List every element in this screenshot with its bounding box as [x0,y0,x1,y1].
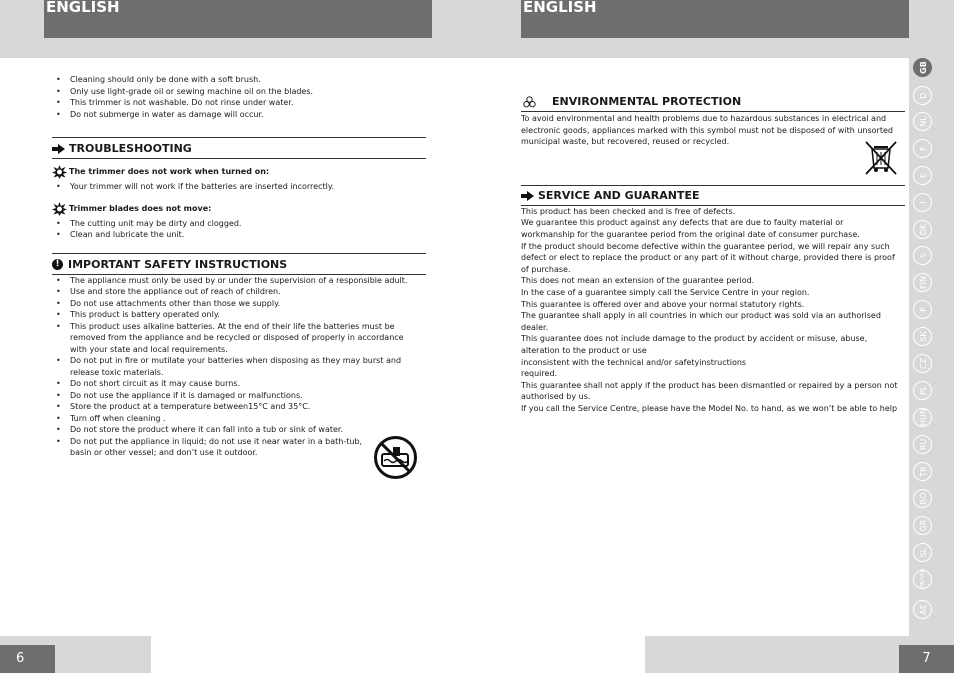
issue-heading: Trimmer blades does not move: [52,202,426,216]
list-item: • This trimmer is not washable. Do not rinse under water. [52,97,426,109]
weee-bin-icon [864,140,898,176]
language-tab-p[interactable]: P [913,300,932,319]
troubleshooting-heading: TROUBLESHOOTING [52,137,426,159]
environment-text: To avoid environmental and health problems due to hazardous substances in electrical and electronic goods, appliances marked with this symbol must not be disposed of with unsorted municipal waste, but recovered, reused or recycled. [521,114,893,147]
issue-heading: The trimmer does not work when turned on: [52,165,426,179]
list-item: • Clean and lubricate the unit. [52,229,426,241]
language-tab-gb[interactable]: GB [913,58,932,77]
starburst-icon [52,165,67,179]
language-tab-s[interactable]: S [913,246,932,265]
list-item: • This product uses alkaline batteries. At the end of their life the batteries must be removed from the appliance and be recycled or disposed of properly in accordance with your state and local requirements. [52,321,415,356]
cleaning-list [52,74,426,120]
service-paragraph: This does not mean an extension of the guarantee period. [521,276,755,286]
safety-list [52,275,408,459]
recycle-icon [523,96,536,108]
left-column [52,74,426,459]
issue-list [52,218,426,241]
page-number: 7 [899,645,954,673]
language-tab-ro[interactable]: RO [913,489,932,508]
list-item: • Cleaning should only be done with a soft brush. [52,74,426,86]
list-item: • Only use light-grade oil or sewing machine oil on the blades. [52,86,426,98]
service-paragraph: If the product should become defective within the guarantee period, we will repair any such defect or elect to replace the product or any part of it without charge, provided there is proof of purchase. [521,241,895,274]
service-paragraph: If you call the Service Centre, please have the Model No. to hand, as we won’t be able to help [521,403,898,413]
service-paragraph: required. [521,369,558,379]
right-column [521,91,905,414]
language-tab-fin[interactable]: FIN [913,273,932,292]
service-paragraph: This guarantee shall not apply if the product has been dismantled or repaired by a person not authorised by us. [521,380,898,402]
service-paragraph: This product has been checked and is free of defects. [521,206,736,216]
list-item: • Do not use the appliance if it is damaged or malfunctions. [52,390,370,402]
language-tab-d[interactable]: D [913,86,932,105]
service-text [521,206,903,415]
language-tab-dk[interactable]: DK [913,220,932,239]
language-tab-ru[interactable]: RU [913,435,932,454]
list-item: • Turn off when cleaning . [52,413,370,425]
list-item: • Do not submerge in water as damage will occur. [52,109,426,121]
service-heading: SERVICE AND GUARANTEE [521,185,905,206]
list-item: • Do not store the product where it can fall into a tub or sink of water. [52,424,370,436]
list-item: • The cutting unit may be dirty and clogged. [52,218,426,230]
language-tab-sk[interactable]: SK [913,327,932,346]
language-tab-cz[interactable]: CZ [913,354,932,373]
language-tab-ae[interactable]: AE [913,600,932,619]
issue-list [52,181,426,193]
service-paragraph: inconsistent with the technical and/or safetyinstructions [521,357,747,367]
environment-heading: ENVIRONMENTAL PROTECTION [521,91,905,112]
language-tab-hun[interactable]: HUN [913,408,932,427]
language-tab-e[interactable]: E [913,166,932,185]
language-tab-tr[interactable]: TR [913,462,932,481]
language-tab-pl[interactable]: PL [913,381,932,400]
language-tab-hr-srb[interactable]: HR/SRB [913,570,932,589]
list-item: • Store the product at a temperature between15°C and 35°C. [52,401,370,413]
service-paragraph: This guarantee is offered over and above your normal statutory rights. [521,299,805,309]
list-item: • Do not short circuit as it may cause burns. [52,378,370,390]
service-paragraph: This guarantee does not include damage to the product by accident or misuse, abuse, alteration to the product or use [521,334,868,355]
arrow-right-icon [521,191,534,201]
service-paragraph: We guarantee this product against any defects that are due to faulty material or workmanship for the guarantee period from the original date of consumer purchase. [521,218,860,239]
language-tab-f[interactable]: F [913,139,932,158]
page-number: 6 [0,645,55,673]
right-page-header: ENGLISH [521,0,909,38]
left-page-header: ENGLISH [44,0,432,38]
list-item: • The appliance must only be used by or under the supervision of a responsible adult. [52,275,370,287]
service-paragraph: The guarantee shall apply in all countries in which our product was sold via an authorised dealer. [521,311,881,332]
safety-heading: ! IMPORTANT SAFETY INSTRUCTIONS [52,253,426,275]
warning-icon: ! [52,259,63,270]
list-item: • This product is battery operated only. [52,309,370,321]
language-tab-gr[interactable]: GR [913,516,932,535]
list-item: • Your trimmer will not work if the batteries are inserted incorrectly. [52,181,426,193]
language-tab-nl[interactable]: NL [913,112,932,131]
no-water-icon [373,435,418,480]
arrow-right-icon [52,144,65,154]
list-item: • Do not put in fire or mutilate your batteries when disposing as they may burst and release toxic materials. [52,355,415,378]
language-tab-sl[interactable]: SL [913,543,932,562]
list-item: • Use and store the appliance out of reach of children. [52,286,370,298]
list-item: • Do not use attachments other than those we supply. [52,298,370,310]
list-item: • Do not put the appliance in liquid; do not use it near water in a bath-tub, basin or other vessel; and don’t use it outdoor. [52,436,370,459]
service-paragraph: In the case of a guarantee simply call the Service Centre in your region. [521,287,810,297]
starburst-icon [52,202,67,216]
language-tab-i[interactable]: I [913,193,932,212]
